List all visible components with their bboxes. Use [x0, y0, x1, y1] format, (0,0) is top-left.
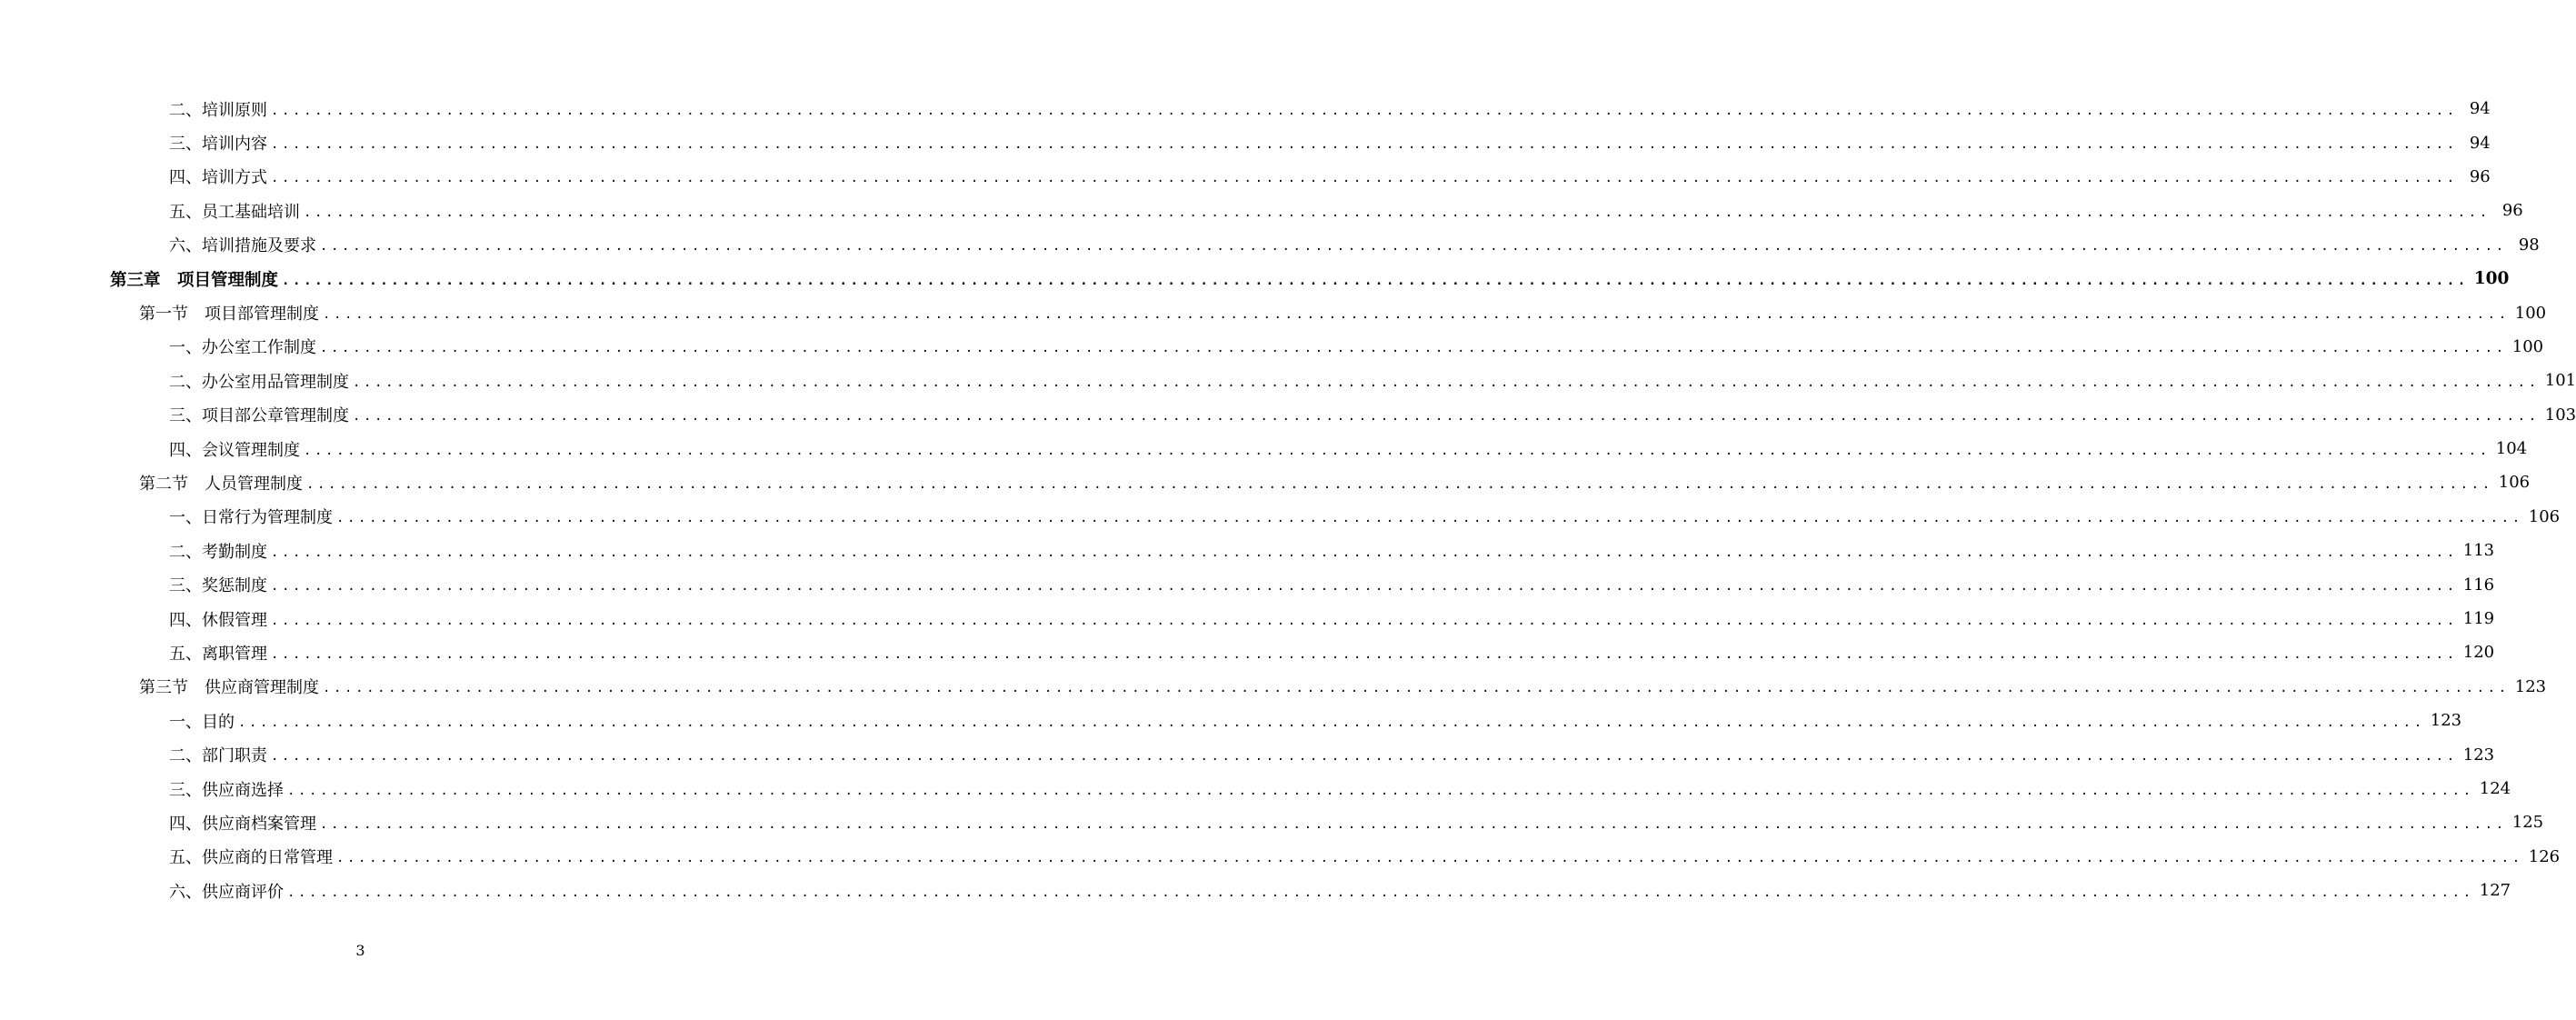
- toc-item-entry[interactable]: [0, 704, 2462, 737]
- toc-entry-page-number: 103: [2544, 405, 2576, 425]
- toc-section-entry[interactable]: [0, 465, 2531, 499]
- toc-entry-page-number: 106: [2528, 506, 2561, 526]
- toc-item-entry[interactable]: [0, 398, 2576, 432]
- toc-entry-label: 第三章 项目管理制度: [110, 270, 279, 290]
- toc-entry-page-number: 116: [2462, 575, 2495, 595]
- toc-item-entry[interactable]: [0, 805, 2544, 839]
- toc-entry-page-number: 125: [2511, 813, 2544, 833]
- toc-item-entry[interactable]: [0, 534, 2495, 567]
- toc-entry-label: 六、供应商评价: [169, 882, 284, 902]
- toc-entry-label: 一、日常行为管理制度: [169, 508, 333, 528]
- toc-item-entry[interactable]: [0, 432, 2528, 465]
- toc-entry-label: 四、培训方式: [169, 168, 267, 188]
- toc-entry-label: 三、培训内容: [169, 135, 267, 155]
- toc-dot-leader: ........................................................................................................................................................................................................: [271, 137, 2458, 153]
- toc-dot-leader: ........................................................................................................................................................................................................: [320, 239, 2507, 255]
- toc-item-entry[interactable]: [0, 92, 2491, 125]
- toc-item-entry[interactable]: [0, 772, 2511, 805]
- toc-dot-leader: ........................................................................................................................................................................................................: [271, 579, 2458, 595]
- toc-item-entry[interactable]: [0, 635, 2495, 669]
- toc-item-entry[interactable]: [0, 330, 2544, 364]
- toc-entry-page-number: 123: [2430, 711, 2462, 731]
- toc-dot-leader: ........................................................................................................................................................................................................: [320, 341, 2507, 356]
- toc-entry-page-number: 124: [2479, 779, 2511, 798]
- toc-entry-page-number: 126: [2528, 846, 2561, 866]
- toc-entry-page-number: 100: [2514, 303, 2547, 323]
- toc-item-entry[interactable]: [0, 125, 2491, 159]
- toc-entry-label: 第三节 供应商管理制度: [139, 678, 319, 698]
- toc-entry-page-number: 94: [2469, 99, 2491, 119]
- table-of-contents: [0, 92, 2576, 907]
- toc-dot-leader: ........................................................................................................................................................................................................: [304, 443, 2491, 458]
- toc-entry-page-number: 120: [2462, 643, 2495, 663]
- toc-item-entry[interactable]: [0, 840, 2561, 874]
- toc-entry-label: 四、会议管理制度: [169, 440, 300, 460]
- toc-dot-leader: ........................................................................................................................................................................................................: [282, 273, 2469, 288]
- toc-entry-label: 四、供应商档案管理: [169, 814, 316, 834]
- toc-entry-label: 二、办公室用品管理制度: [169, 372, 349, 392]
- toc-section-entry[interactable]: [0, 670, 2547, 704]
- toc-item-entry[interactable]: [0, 737, 2495, 771]
- toc-entry-page-number: 96: [2501, 201, 2523, 221]
- toc-entry-label: 第二节 人员管理制度: [139, 474, 303, 494]
- toc-entry-page-number: 119: [2462, 609, 2495, 629]
- toc-entry-page-number: 127: [2479, 881, 2511, 901]
- toc-section-entry[interactable]: [0, 295, 2547, 329]
- toc-dot-leader: ........................................................................................................................................................................................................: [336, 851, 2523, 866]
- toc-dot-leader: ........................................................................................................................................................................................................: [323, 307, 2510, 323]
- toc-entry-label: 第一节 项目部管理制度: [139, 305, 319, 325]
- toc-entry-label: 三、奖惩制度: [169, 576, 267, 596]
- toc-dot-leader: ........................................................................................................................................................................................................: [304, 205, 2491, 220]
- toc-entry-label: 四、休假管理: [169, 610, 267, 630]
- toc-item-entry[interactable]: [0, 567, 2495, 601]
- toc-dot-leader: ........................................................................................................................................................................................................: [306, 476, 2493, 492]
- page-footer-number: 3: [355, 942, 365, 959]
- toc-entry-page-number: 101: [2544, 371, 2576, 391]
- toc-item-entry[interactable]: [0, 194, 2523, 227]
- toc-entry-label: 一、办公室工作制度: [169, 338, 316, 358]
- toc-item-entry[interactable]: [0, 874, 2511, 907]
- toc-entry-page-number: 100: [2511, 336, 2544, 356]
- toc-dot-leader: ........................................................................................................................................................................................................: [323, 681, 2510, 696]
- toc-dot-leader: ........................................................................................................................................................................................................: [320, 816, 2507, 832]
- toc-item-entry[interactable]: [0, 602, 2495, 635]
- toc-entry-label: 二、部门职责: [169, 746, 267, 766]
- toc-dot-leader: ........................................................................................................................................................................................................: [271, 749, 2458, 765]
- toc-dot-leader: ........................................................................................................................................................................................................: [271, 545, 2458, 560]
- toc-entry-label: 三、供应商选择: [169, 780, 284, 800]
- toc-entry-page-number: 123: [2514, 676, 2547, 696]
- toc-dot-leader: ........................................................................................................................................................................................................: [238, 715, 2425, 730]
- toc-entry-page-number: 123: [2462, 745, 2495, 765]
- toc-chapter-entry[interactable]: [0, 262, 2510, 295]
- toc-entry-label: 二、培训原则: [169, 100, 267, 120]
- toc-entry-label: 五、供应商的日常管理: [169, 848, 333, 868]
- toc-dot-leader: ........................................................................................................................................................................................................: [287, 783, 2474, 798]
- toc-dot-leader: ........................................................................................................................................................................................................: [271, 171, 2458, 186]
- toc-item-entry[interactable]: [0, 500, 2561, 534]
- toc-item-entry[interactable]: [0, 228, 2540, 262]
- toc-item-entry[interactable]: [0, 160, 2491, 194]
- toc-entry-label: 六、培训措施及要求: [169, 236, 316, 256]
- toc-entry-label: 五、离职管理: [169, 644, 267, 664]
- toc-entry-page-number: 100: [2473, 269, 2510, 289]
- toc-entry-label: 五、员工基础培训: [169, 202, 300, 222]
- toc-entry-label: 二、考勤制度: [169, 542, 267, 562]
- toc-dot-leader: ........................................................................................................................................................................................................: [271, 613, 2458, 628]
- toc-item-entry[interactable]: [0, 364, 2576, 397]
- toc-dot-leader: ........................................................................................................................................................................................................: [287, 885, 2474, 900]
- toc-dot-leader: ........................................................................................................................................................................................................: [336, 511, 2523, 526]
- toc-dot-leader: ........................................................................................................................................................................................................: [271, 103, 2458, 118]
- toc-dot-leader: ........................................................................................................................................................................................................: [353, 409, 2540, 425]
- toc-entry-page-number: 98: [2518, 235, 2540, 255]
- toc-entry-page-number: 106: [2498, 473, 2531, 493]
- toc-dot-leader: ........................................................................................................................................................................................................: [353, 375, 2540, 390]
- toc-entry-page-number: 94: [2469, 133, 2491, 153]
- toc-entry-label: 一、目的: [169, 712, 235, 732]
- toc-entry-label: 三、项目部公章管理制度: [169, 406, 349, 426]
- toc-entry-page-number: 113: [2462, 541, 2495, 561]
- toc-dot-leader: ........................................................................................................................................................................................................: [271, 646, 2458, 662]
- toc-entry-page-number: 96: [2469, 166, 2491, 186]
- toc-entry-page-number: 104: [2495, 439, 2528, 459]
